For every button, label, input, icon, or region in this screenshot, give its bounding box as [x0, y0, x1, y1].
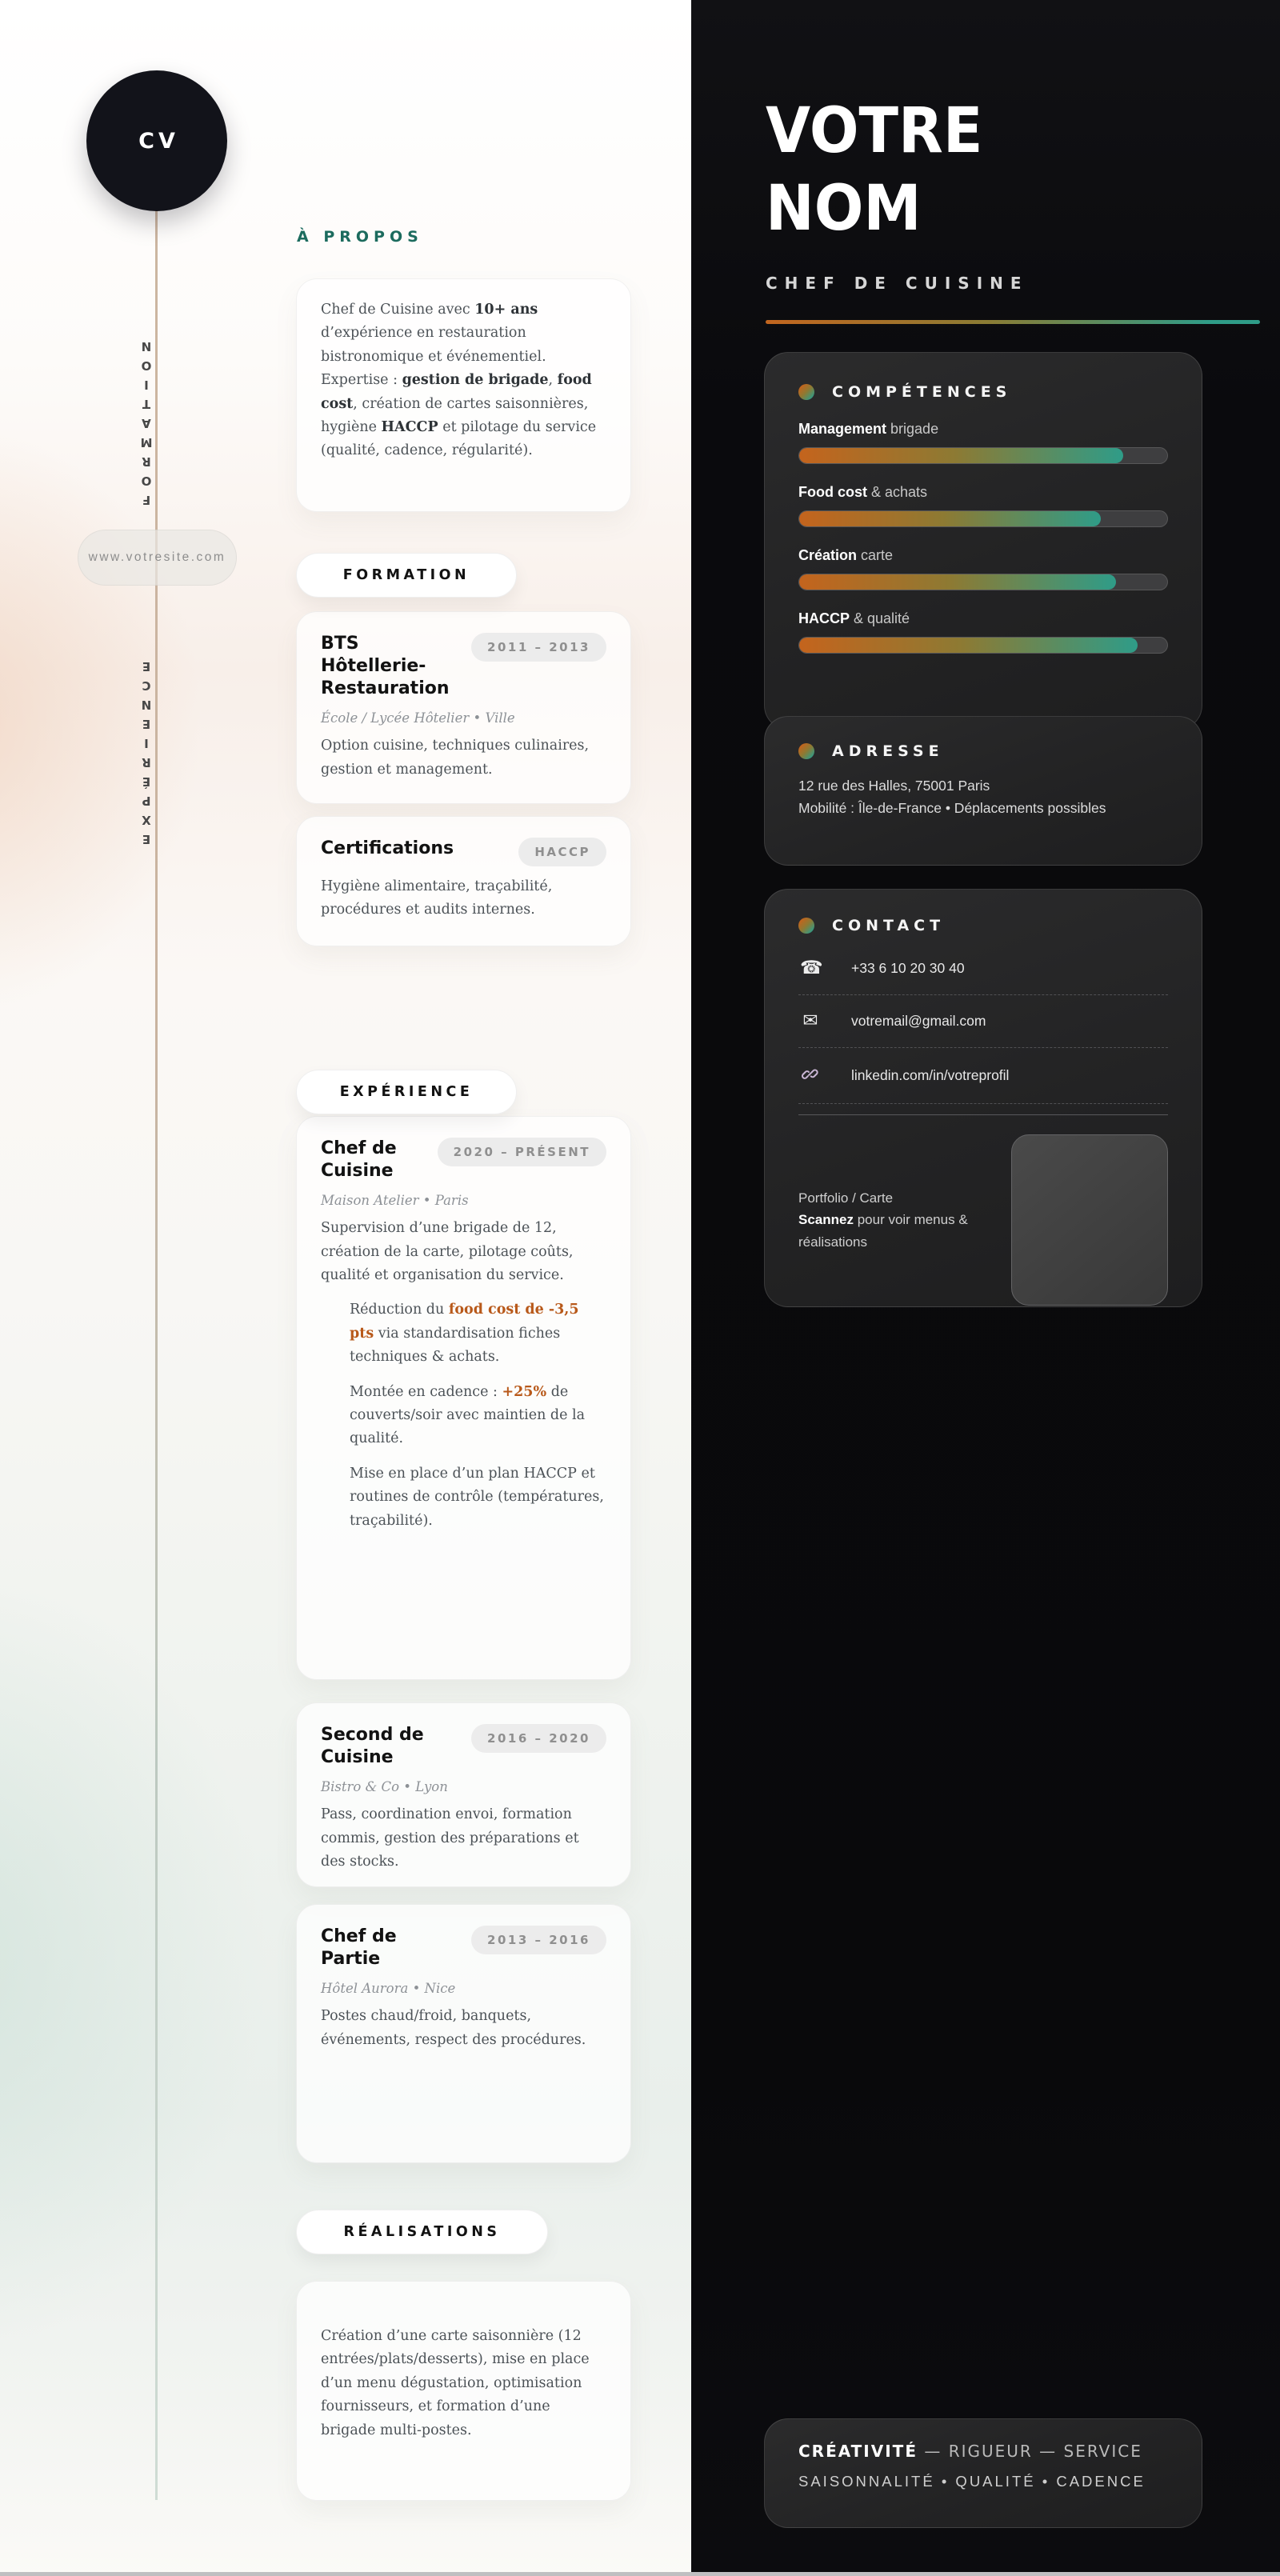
rail-label-experience: EXPÉRIENCE: [139, 654, 154, 846]
adresse-header: [798, 742, 1168, 760]
phone-number[interactable]: +33 6 10 20 30 40: [851, 960, 965, 976]
realisations-text: Création d’une carte saisonnière (12 entrées/plats/desserts), mise en place d’un menu dégustation, optimisation fournisseurs, et formation d’une brigade multi-postes.: [321, 2328, 590, 2438]
section-pill-experience: [296, 1070, 517, 1114]
bullet-dot-icon: [798, 384, 814, 400]
job-company: Maison Atelier • Paris: [321, 1193, 469, 1209]
section-pill-realisations: [296, 2210, 548, 2254]
bottom-edge-line: [0, 2572, 1280, 2576]
candidate-name-line1: VOTRE: [766, 95, 983, 167]
formation-period-badge: 2011 – 2013: [471, 633, 606, 662]
card-head: [321, 633, 606, 700]
job-company: Bistro & Co • Lyon: [321, 1779, 448, 1795]
link-icon: [800, 1065, 821, 1086]
portfolio-description: Scannez pour voir menus & réalisations: [798, 1212, 968, 1250]
experience-card-second: [296, 1702, 631, 1887]
job-title: Chef de Cuisine: [321, 1138, 397, 1182]
skill-bar-track: [798, 574, 1168, 590]
skill-bar-fill: [799, 574, 1116, 590]
job-period-badge: 2016 – 2020: [471, 1724, 606, 1753]
contact-rows: [798, 942, 1168, 1104]
skill-bar-fill: [799, 511, 1101, 526]
skill-row: [798, 484, 1168, 527]
rail-label-formation: FORMATION: [139, 334, 154, 507]
job-period-badge: 2020 – PRÉSENT: [438, 1138, 606, 1166]
contact-row-email[interactable]: [798, 995, 1168, 1048]
job-achievement: Montée en cadence : +25% de couverts/soir avec maintien de la qualité.: [350, 1383, 586, 1447]
skill-label: Management brigade: [798, 421, 939, 437]
portfolio-title: Portfolio / Carte: [798, 1190, 894, 1206]
adresse-lines: [798, 774, 1168, 820]
candidate-name-line2: NOM: [766, 172, 922, 245]
adresse-card: [764, 716, 1202, 866]
certifications-description: Hygiène alimentaire, traçabilité, procédures et audits internes.: [321, 878, 553, 918]
section-pill-formation-label: FORMATION: [342, 567, 470, 583]
adresse-title: ADRESSE: [832, 742, 944, 760]
card-head: [321, 1138, 606, 1182]
formation-title: BTS Hôtellerie-Restauration: [321, 634, 450, 699]
values-footer-card: [764, 2418, 1202, 2528]
card-head: [321, 1724, 606, 1769]
skill-bar-track: [798, 637, 1168, 654]
portfolio-text: [798, 1187, 989, 1253]
realisations-card: [296, 2281, 631, 2501]
skill-label: Création carte: [798, 547, 894, 563]
phone-icon: ☎: [800, 958, 823, 978]
gradient-divider: [766, 320, 1260, 324]
website-url[interactable]: www.votresite.com: [88, 550, 226, 564]
portfolio-block: [798, 1114, 1168, 1306]
adresse-line2: Mobilité : Île-de-France • Déplacements possibles: [798, 800, 1106, 817]
candidate-role: CHEF DE CUISINE: [766, 274, 1029, 293]
bullet-dot-icon: [798, 743, 814, 759]
adresse-line1: 12 rue des Halles, 75001 Paris: [798, 778, 990, 794]
job-description: Supervision d’une brigade de 12, création de la carte, pilotage coûts, qualité et organisation du service.: [321, 1220, 574, 1284]
formation-school: École / Lycée Hôtelier • Ville: [321, 710, 515, 726]
about-heading: À PROPOS: [297, 228, 423, 246]
values-line2: SAISONNALITÉ • QUALITÉ • CADENCE: [798, 2473, 1146, 2490]
card-head: [321, 1926, 606, 1970]
experience-card-chef: [296, 1116, 631, 1680]
cv-badge-label: CV: [138, 128, 179, 154]
formation-description: Option cuisine, techniques culinaires, gestion et management.: [321, 738, 590, 778]
job-company: Hôtel Aurora • Nice: [321, 1981, 456, 1997]
contact-row-linkedin[interactable]: [798, 1048, 1168, 1104]
competences-card: [764, 352, 1202, 730]
contact-header: [798, 917, 1168, 934]
job-description: Postes chaud/froid, banquets, événements, respect des procédures.: [321, 2008, 586, 2048]
right-column: [691, 0, 1280, 2576]
contact-row-phone[interactable]: [798, 942, 1168, 995]
skill-label: HACCP & qualité: [798, 610, 910, 626]
contact-title: CONTACT: [832, 917, 946, 934]
qr-code-placeholder: [1011, 1134, 1168, 1306]
certifications-badge: HACCP: [518, 838, 606, 866]
section-pill-realisations-label: RÉALISATIONS: [343, 2224, 501, 2240]
candidate-name: [766, 93, 982, 247]
skill-row: [798, 610, 1168, 654]
skill-bar-fill: [799, 448, 1123, 463]
cv-badge: [86, 70, 227, 211]
job-achievement: Mise en place d’un plan HACCP et routines de contrôle (températures, traçabilité).: [350, 1465, 604, 1529]
skill-bar-track: [798, 510, 1168, 527]
skill-bar-fill: [799, 638, 1138, 653]
competences-header: [798, 383, 1168, 401]
about-text: Chef de Cuisine avec 10+ ans d’expérience en restauration bistronomique et événementiel. Expertise : gestion de brigade, food cost, création de cartes saisonnières, hygiène HACCP et pilotage du service (qualité, cadence, régularité).: [321, 302, 597, 459]
website-pill[interactable]: [78, 530, 237, 586]
skill-bar-track: [798, 447, 1168, 464]
job-description: Pass, coordination envoi, formation commis, gestion des préparations et des stocks.: [321, 1806, 579, 1870]
experience-card-partie: [296, 1904, 631, 2163]
contact-card: [764, 889, 1202, 1307]
email-address[interactable]: votremail@gmail.com: [851, 1013, 986, 1029]
skill-row: [798, 547, 1168, 590]
section-pill-experience-label: EXPÉRIENCE: [339, 1084, 474, 1100]
job-achievement: Réduction du food cost de -3,5 pts via standardisation fiches techniques & achats.: [350, 1302, 579, 1366]
skill-label: Food cost & achats: [798, 484, 928, 500]
job-title: Second de Cuisine: [321, 1725, 424, 1768]
job-period-badge: 2013 – 2016: [471, 1926, 606, 1954]
bullet-dot-icon: [798, 918, 814, 934]
competences-title: COMPÉTENCES: [832, 383, 1012, 401]
certifications-card: [296, 816, 631, 946]
certifications-title: Certifications: [321, 838, 454, 858]
about-card: [296, 278, 631, 512]
values-line1: CRÉATIVITÉ — RIGUEUR — SERVICE: [798, 2442, 1142, 2461]
job-title: Chef de Partie: [321, 1926, 397, 1970]
skill-row: [798, 421, 1168, 464]
card-head: [321, 838, 606, 866]
linkedin-url[interactable]: linkedin.com/in/votreprofil: [851, 1067, 1010, 1083]
section-pill-formation: [296, 553, 517, 598]
mail-icon: ✉: [802, 1010, 818, 1031]
formation-card-bts: [296, 611, 631, 804]
